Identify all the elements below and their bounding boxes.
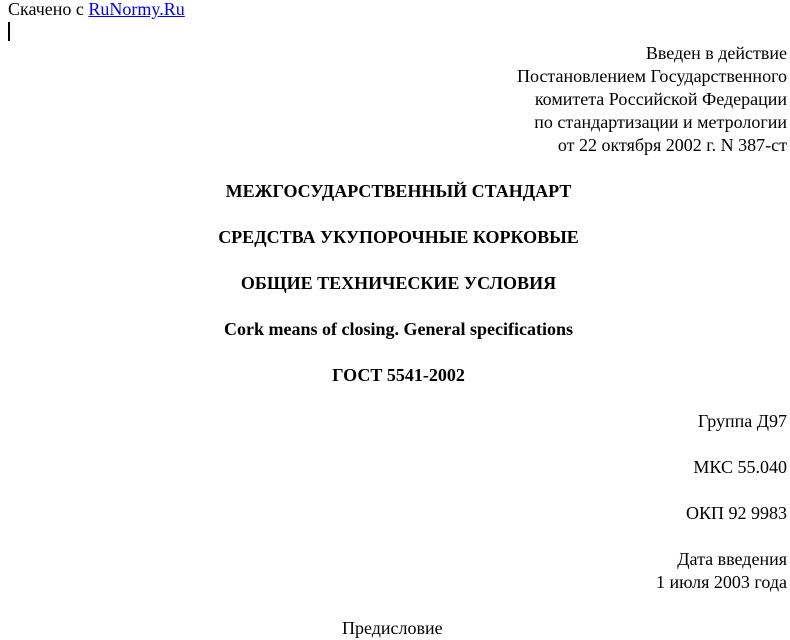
- text-cursor: [8, 22, 10, 41]
- mks-label: МКС 55.040: [693, 457, 787, 477]
- intro-date-value: 1 июля 2003 года: [656, 572, 787, 592]
- approval-line: Постановлением Государственного: [517, 66, 787, 86]
- preface-heading: Предисловие: [342, 618, 443, 638]
- standard-subtitle: ОБЩИЕ ТЕХНИЧЕСКИЕ УСЛОВИЯ: [240, 273, 557, 293]
- source-line: [8, 0, 185, 21]
- approval-line: Введен в действие: [645, 43, 787, 63]
- source-link[interactable]: RuNormy.Ru: [88, 0, 185, 19]
- approval-line: по стандартизации и метрологии: [534, 112, 787, 132]
- approval-line: от 22 октября 2002 г. N 387-ст: [557, 135, 787, 155]
- intro-date-label: Дата введения: [677, 549, 787, 569]
- standard-category: МЕЖГОСУДАРСТВЕННЫЙ СТАНДАРТ: [225, 181, 572, 201]
- group-label: Группа Д97: [697, 411, 787, 431]
- approval-block: [517, 42, 787, 157]
- standard-code: ГОСТ 5541-2002: [332, 365, 465, 385]
- approval-line: комитета Российской Федерации: [534, 89, 787, 109]
- source-prefix: Скачено с: [8, 0, 89, 19]
- standard-english-title: Cork means of closing. General specifications: [224, 319, 573, 339]
- okp-label: ОКП 92 9983: [685, 503, 787, 523]
- standard-name: СРЕДСТВА УКУПОРОЧНЫЕ КОРКОВЫЕ: [218, 227, 579, 247]
